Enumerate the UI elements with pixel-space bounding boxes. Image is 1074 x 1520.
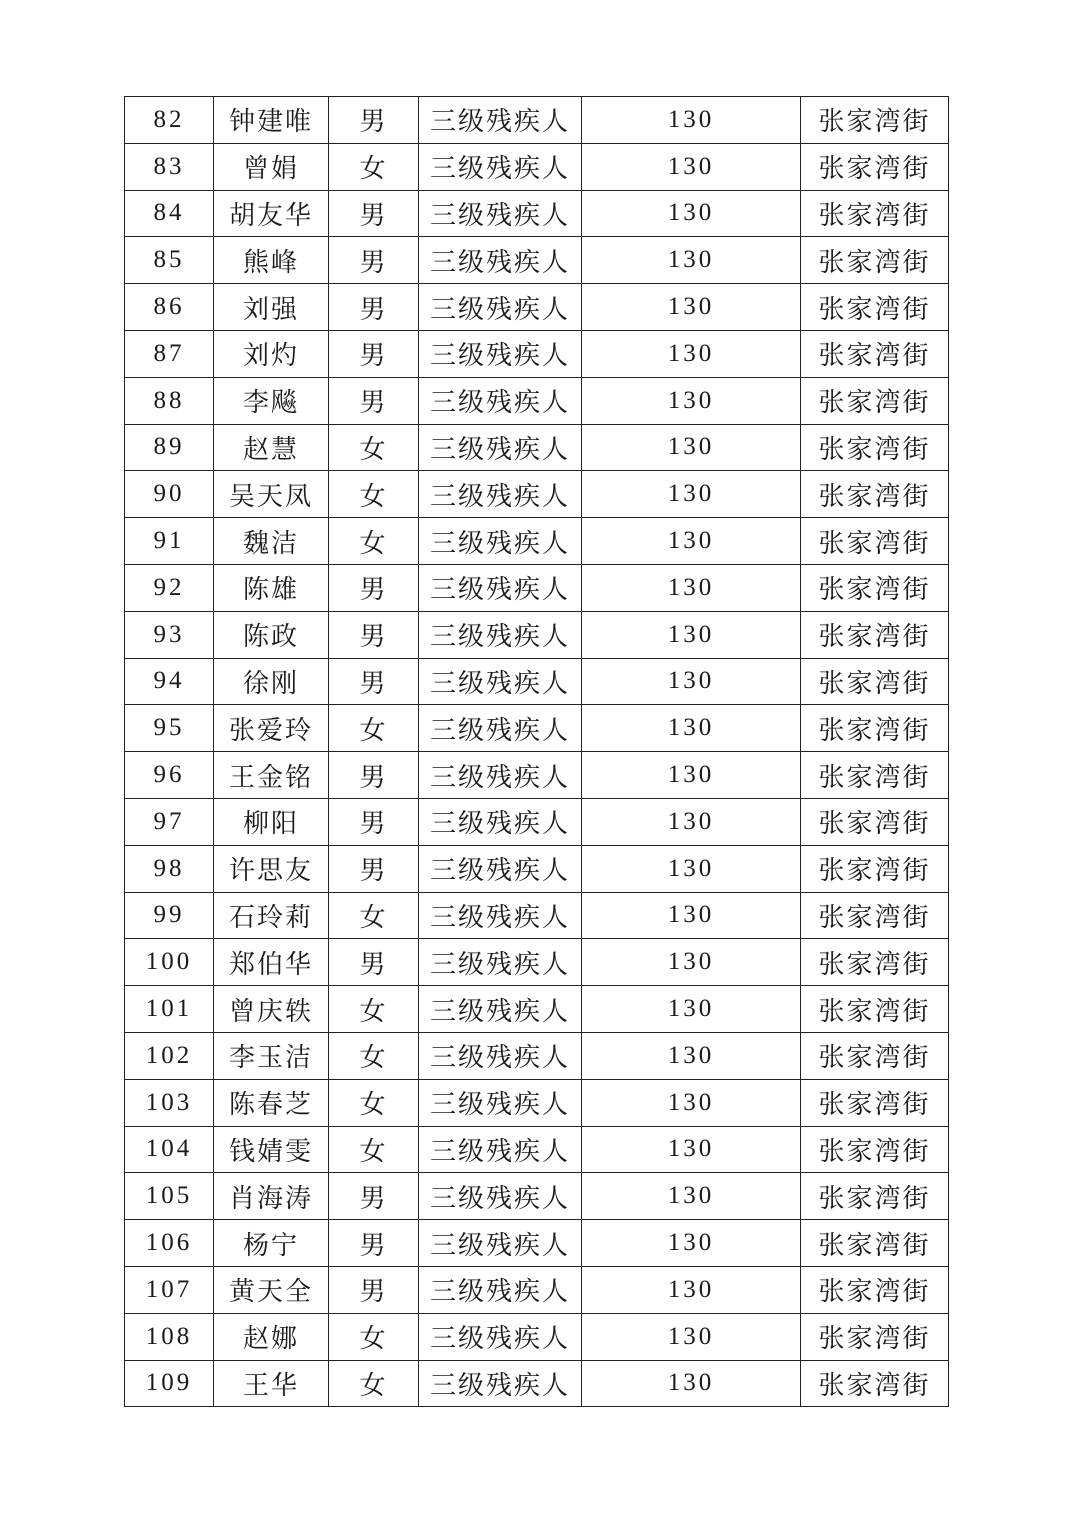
name-cell: 钱婧雯 bbox=[214, 1126, 329, 1173]
gender-cell: 女 bbox=[329, 1313, 419, 1360]
table-row bbox=[125, 1032, 949, 1079]
row-number-cell: 105 bbox=[125, 1173, 214, 1220]
category-cell: 三级残疾人 bbox=[419, 1126, 582, 1173]
table-row bbox=[125, 471, 949, 518]
street-cell: 张家湾街 bbox=[801, 1266, 949, 1313]
amount-cell: 130 bbox=[582, 564, 801, 611]
name-cell: 肖海涛 bbox=[214, 1173, 329, 1220]
table-row bbox=[125, 237, 949, 284]
gender-cell: 女 bbox=[329, 892, 419, 939]
amount-cell: 130 bbox=[582, 1079, 801, 1126]
name-cell: 钟建唯 bbox=[214, 97, 329, 144]
table-row bbox=[125, 330, 949, 377]
street-cell: 张家湾街 bbox=[801, 986, 949, 1033]
amount-cell: 130 bbox=[582, 1126, 801, 1173]
row-number-cell: 95 bbox=[125, 705, 214, 752]
table-row bbox=[125, 752, 949, 799]
gender-cell: 男 bbox=[329, 237, 419, 284]
row-number-cell: 82 bbox=[125, 97, 214, 144]
row-number-cell: 106 bbox=[125, 1220, 214, 1267]
row-number-cell: 102 bbox=[125, 1032, 214, 1079]
category-cell: 三级残疾人 bbox=[419, 798, 582, 845]
name-cell: 刘强 bbox=[214, 284, 329, 331]
gender-cell: 男 bbox=[329, 330, 419, 377]
street-cell: 张家湾街 bbox=[801, 705, 949, 752]
amount-cell: 130 bbox=[582, 330, 801, 377]
roster-body bbox=[125, 97, 949, 1407]
table-row bbox=[125, 705, 949, 752]
row-number-cell: 97 bbox=[125, 798, 214, 845]
row-number-cell: 93 bbox=[125, 611, 214, 658]
category-cell: 三级残疾人 bbox=[419, 1079, 582, 1126]
table-row bbox=[125, 1079, 949, 1126]
row-number-cell: 90 bbox=[125, 471, 214, 518]
category-cell: 三级残疾人 bbox=[419, 424, 582, 471]
street-cell: 张家湾街 bbox=[801, 1079, 949, 1126]
category-cell: 三级残疾人 bbox=[419, 611, 582, 658]
category-cell: 三级残疾人 bbox=[419, 658, 582, 705]
gender-cell: 女 bbox=[329, 424, 419, 471]
row-number-cell: 88 bbox=[125, 377, 214, 424]
name-cell: 刘灼 bbox=[214, 330, 329, 377]
gender-cell: 男 bbox=[329, 564, 419, 611]
table-row bbox=[125, 1360, 949, 1407]
name-cell: 熊峰 bbox=[214, 237, 329, 284]
row-number-cell: 84 bbox=[125, 190, 214, 237]
gender-cell: 男 bbox=[329, 97, 419, 144]
table-row bbox=[125, 377, 949, 424]
name-cell: 赵娜 bbox=[214, 1313, 329, 1360]
gender-cell: 女 bbox=[329, 1032, 419, 1079]
amount-cell: 130 bbox=[582, 190, 801, 237]
row-number-cell: 91 bbox=[125, 518, 214, 565]
amount-cell: 130 bbox=[582, 1032, 801, 1079]
table-row bbox=[125, 611, 949, 658]
street-cell: 张家湾街 bbox=[801, 143, 949, 190]
row-number-cell: 107 bbox=[125, 1266, 214, 1313]
row-number-cell: 104 bbox=[125, 1126, 214, 1173]
street-cell: 张家湾街 bbox=[801, 284, 949, 331]
row-number-cell: 108 bbox=[125, 1313, 214, 1360]
gender-cell: 女 bbox=[329, 705, 419, 752]
name-cell: 杨宁 bbox=[214, 1220, 329, 1267]
gender-cell: 男 bbox=[329, 377, 419, 424]
gender-cell: 男 bbox=[329, 658, 419, 705]
category-cell: 三级残疾人 bbox=[419, 1266, 582, 1313]
gender-cell: 女 bbox=[329, 1079, 419, 1126]
name-cell: 李飚 bbox=[214, 377, 329, 424]
row-number-cell: 103 bbox=[125, 1079, 214, 1126]
table-row bbox=[125, 284, 949, 331]
name-cell: 李玉洁 bbox=[214, 1032, 329, 1079]
name-cell: 黄天全 bbox=[214, 1266, 329, 1313]
amount-cell: 130 bbox=[582, 284, 801, 331]
amount-cell: 130 bbox=[582, 658, 801, 705]
gender-cell: 男 bbox=[329, 939, 419, 986]
name-cell: 郑伯华 bbox=[214, 939, 329, 986]
amount-cell: 130 bbox=[582, 1360, 801, 1407]
row-number-cell: 94 bbox=[125, 658, 214, 705]
gender-cell: 男 bbox=[329, 611, 419, 658]
amount-cell: 130 bbox=[582, 377, 801, 424]
street-cell: 张家湾街 bbox=[801, 658, 949, 705]
street-cell: 张家湾街 bbox=[801, 1313, 949, 1360]
category-cell: 三级残疾人 bbox=[419, 564, 582, 611]
gender-cell: 男 bbox=[329, 1173, 419, 1220]
amount-cell: 130 bbox=[582, 986, 801, 1033]
table-row bbox=[125, 190, 949, 237]
street-cell: 张家湾街 bbox=[801, 1220, 949, 1267]
gender-cell: 男 bbox=[329, 845, 419, 892]
street-cell: 张家湾街 bbox=[801, 1360, 949, 1407]
category-cell: 三级残疾人 bbox=[419, 939, 582, 986]
name-cell: 曾庆轶 bbox=[214, 986, 329, 1033]
amount-cell: 130 bbox=[582, 143, 801, 190]
gender-cell: 女 bbox=[329, 471, 419, 518]
gender-cell: 男 bbox=[329, 752, 419, 799]
amount-cell: 130 bbox=[582, 939, 801, 986]
street-cell: 张家湾街 bbox=[801, 377, 949, 424]
amount-cell: 130 bbox=[582, 752, 801, 799]
amount-cell: 130 bbox=[582, 1220, 801, 1267]
street-cell: 张家湾街 bbox=[801, 424, 949, 471]
name-cell: 陈春芝 bbox=[214, 1079, 329, 1126]
table-row bbox=[125, 518, 949, 565]
table-row bbox=[125, 845, 949, 892]
row-number-cell: 83 bbox=[125, 143, 214, 190]
amount-cell: 130 bbox=[582, 97, 801, 144]
roster-table bbox=[124, 96, 949, 1407]
name-cell: 王金铭 bbox=[214, 752, 329, 799]
amount-cell: 130 bbox=[582, 798, 801, 845]
street-cell: 张家湾街 bbox=[801, 237, 949, 284]
table-row bbox=[125, 1220, 949, 1267]
row-number-cell: 87 bbox=[125, 330, 214, 377]
table-row bbox=[125, 986, 949, 1033]
table-row bbox=[125, 798, 949, 845]
street-cell: 张家湾街 bbox=[801, 190, 949, 237]
table-row bbox=[125, 1126, 949, 1173]
gender-cell: 女 bbox=[329, 143, 419, 190]
name-cell: 胡友华 bbox=[214, 190, 329, 237]
table-row bbox=[125, 1266, 949, 1313]
name-cell: 柳阳 bbox=[214, 798, 329, 845]
street-cell: 张家湾街 bbox=[801, 752, 949, 799]
row-number-cell: 101 bbox=[125, 986, 214, 1033]
category-cell: 三级残疾人 bbox=[419, 237, 582, 284]
name-cell: 徐刚 bbox=[214, 658, 329, 705]
category-cell: 三级残疾人 bbox=[419, 1220, 582, 1267]
category-cell: 三级残疾人 bbox=[419, 143, 582, 190]
street-cell: 张家湾街 bbox=[801, 611, 949, 658]
gender-cell: 男 bbox=[329, 284, 419, 331]
amount-cell: 130 bbox=[582, 424, 801, 471]
amount-cell: 130 bbox=[582, 237, 801, 284]
name-cell: 陈政 bbox=[214, 611, 329, 658]
street-cell: 张家湾街 bbox=[801, 330, 949, 377]
row-number-cell: 89 bbox=[125, 424, 214, 471]
category-cell: 三级残疾人 bbox=[419, 1360, 582, 1407]
gender-cell: 女 bbox=[329, 1360, 419, 1407]
street-cell: 张家湾街 bbox=[801, 939, 949, 986]
category-cell: 三级残疾人 bbox=[419, 471, 582, 518]
amount-cell: 130 bbox=[582, 518, 801, 565]
category-cell: 三级残疾人 bbox=[419, 705, 582, 752]
table-row bbox=[125, 564, 949, 611]
name-cell: 魏洁 bbox=[214, 518, 329, 565]
table-row bbox=[125, 424, 949, 471]
category-cell: 三级残疾人 bbox=[419, 1173, 582, 1220]
name-cell: 石玲莉 bbox=[214, 892, 329, 939]
gender-cell: 女 bbox=[329, 1126, 419, 1173]
name-cell: 陈雄 bbox=[214, 564, 329, 611]
category-cell: 三级残疾人 bbox=[419, 284, 582, 331]
amount-cell: 130 bbox=[582, 611, 801, 658]
gender-cell: 男 bbox=[329, 798, 419, 845]
name-cell: 张爱玲 bbox=[214, 705, 329, 752]
category-cell: 三级残疾人 bbox=[419, 1032, 582, 1079]
row-number-cell: 92 bbox=[125, 564, 214, 611]
amount-cell: 130 bbox=[582, 892, 801, 939]
street-cell: 张家湾街 bbox=[801, 564, 949, 611]
name-cell: 吴天凤 bbox=[214, 471, 329, 518]
category-cell: 三级残疾人 bbox=[419, 330, 582, 377]
table-row bbox=[125, 97, 949, 144]
category-cell: 三级残疾人 bbox=[419, 752, 582, 799]
street-cell: 张家湾街 bbox=[801, 798, 949, 845]
street-cell: 张家湾街 bbox=[801, 97, 949, 144]
amount-cell: 130 bbox=[582, 705, 801, 752]
category-cell: 三级残疾人 bbox=[419, 97, 582, 144]
category-cell: 三级残疾人 bbox=[419, 1313, 582, 1360]
row-number-cell: 96 bbox=[125, 752, 214, 799]
row-number-cell: 86 bbox=[125, 284, 214, 331]
table-row bbox=[125, 1173, 949, 1220]
category-cell: 三级残疾人 bbox=[419, 845, 582, 892]
gender-cell: 女 bbox=[329, 986, 419, 1033]
table-row bbox=[125, 658, 949, 705]
name-cell: 王华 bbox=[214, 1360, 329, 1407]
row-number-cell: 109 bbox=[125, 1360, 214, 1407]
gender-cell: 男 bbox=[329, 1220, 419, 1267]
street-cell: 张家湾街 bbox=[801, 1032, 949, 1079]
amount-cell: 130 bbox=[582, 1173, 801, 1220]
street-cell: 张家湾街 bbox=[801, 518, 949, 565]
amount-cell: 130 bbox=[582, 845, 801, 892]
category-cell: 三级残疾人 bbox=[419, 986, 582, 1033]
category-cell: 三级残疾人 bbox=[419, 377, 582, 424]
amount-cell: 130 bbox=[582, 1313, 801, 1360]
category-cell: 三级残疾人 bbox=[419, 518, 582, 565]
name-cell: 曾娟 bbox=[214, 143, 329, 190]
row-number-cell: 99 bbox=[125, 892, 214, 939]
category-cell: 三级残疾人 bbox=[419, 892, 582, 939]
street-cell: 张家湾街 bbox=[801, 845, 949, 892]
category-cell: 三级残疾人 bbox=[419, 190, 582, 237]
row-number-cell: 98 bbox=[125, 845, 214, 892]
street-cell: 张家湾街 bbox=[801, 1173, 949, 1220]
name-cell: 赵慧 bbox=[214, 424, 329, 471]
row-number-cell: 85 bbox=[125, 237, 214, 284]
name-cell: 许思友 bbox=[214, 845, 329, 892]
table-row bbox=[125, 892, 949, 939]
gender-cell: 女 bbox=[329, 518, 419, 565]
row-number-cell: 100 bbox=[125, 939, 214, 986]
table-row bbox=[125, 143, 949, 190]
street-cell: 张家湾街 bbox=[801, 892, 949, 939]
gender-cell: 男 bbox=[329, 190, 419, 237]
table-row bbox=[125, 1313, 949, 1360]
gender-cell: 男 bbox=[329, 1266, 419, 1313]
street-cell: 张家湾街 bbox=[801, 471, 949, 518]
amount-cell: 130 bbox=[582, 1266, 801, 1313]
street-cell: 张家湾街 bbox=[801, 1126, 949, 1173]
table-row bbox=[125, 939, 949, 986]
amount-cell: 130 bbox=[582, 471, 801, 518]
